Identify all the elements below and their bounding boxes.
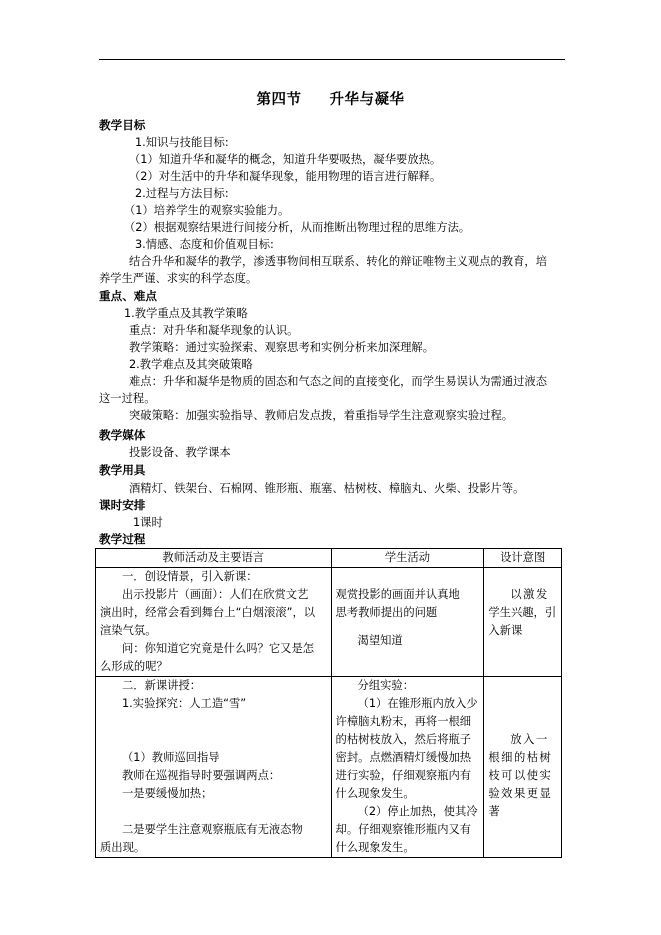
cell-text: 却。仔细观察锥形瓶内又有	[335, 823, 472, 836]
row2-student	[331, 677, 484, 858]
header-intent: 设计意图	[484, 549, 562, 568]
process-heading: 教学过程	[99, 532, 146, 546]
cell-text: 观赏投影的画面并认真地	[335, 588, 460, 601]
cell-text: 根细的枯树	[488, 751, 553, 764]
cell-text: 问：你知道它究竟是什么吗？它又是怎	[122, 642, 315, 655]
cell-text: 进行实验，仔细观察瓶内有	[335, 769, 472, 782]
top-rule	[99, 59, 565, 60]
breakthrough-strategy: 突破策略：加强实验指导、教师启发点拨，着重指导学生注意观察实验过程。	[129, 409, 514, 422]
difficulty-line-2: 这一过程。	[99, 392, 156, 405]
cell-text: 么形成的呢？	[100, 660, 168, 673]
key-heading: 重点、难点	[99, 289, 157, 303]
emotion-goal-heading: 3.情感、态度和价值观目标:	[135, 238, 274, 251]
section-number: 第四节	[256, 92, 302, 108]
key-strategy: 教学策略：通过实验探索、观察思考和实例分析来加深理解。	[129, 341, 435, 354]
cell-text: 的枯树枝放入，然后将瓶子	[335, 733, 472, 746]
emotion-goal-line-2: 养学生严谨、求实的科学态度。	[99, 272, 258, 285]
key-point: 重点：对升华和凝华现象的认识。	[129, 324, 299, 337]
cell-text: 渴望知道	[357, 634, 403, 647]
cell-text: 二是要学生注意观察瓶底有无液态物	[122, 823, 303, 836]
cell-text: 出示投影片（画面）：人们在欣赏文艺	[122, 588, 309, 601]
tools-heading: 教学用具	[99, 463, 146, 477]
cell-text: 枝可以使实	[488, 769, 553, 782]
cell-text: 验效果更显	[488, 787, 553, 800]
row1-teacher	[96, 568, 332, 677]
cell-text: 二．新课讲授：	[122, 679, 202, 692]
cell-text: 演出时，经常会看到舞台上“白烟滚滚”，以	[100, 606, 316, 619]
cell-text: 什么现象发生。	[335, 787, 415, 800]
cell-text: （1）教师巡回指导	[122, 751, 220, 764]
difficulty-line-1: 难点：升华和凝华是物质的固态和气态之间的直接变化，而学生易误认为需通过液态	[129, 375, 547, 388]
row2-intent	[484, 677, 562, 858]
goals-heading: 教学目标	[99, 118, 146, 132]
hours-heading: 课时安排	[99, 498, 146, 512]
hours-text: 1课时	[133, 516, 163, 529]
cell-text: 什么现象发生。	[335, 841, 415, 854]
cell-text: 一是要缓慢加热；	[122, 787, 213, 800]
cell-text: 教师在巡视指导时要强调两点：	[122, 769, 281, 782]
cell-text: 渲染气氛。	[100, 624, 157, 637]
table-row	[96, 568, 562, 677]
cell-text: 学生兴趣，引	[488, 606, 557, 619]
page-title	[0, 88, 661, 109]
cell-text: 密封。点燃酒精灯缓慢加热	[335, 751, 472, 764]
cell-text: 以激发	[510, 588, 549, 601]
cell-text: 分组实验：	[357, 679, 415, 692]
row2-teacher	[96, 677, 332, 858]
cell-text: （2）停止加热，使其冷	[357, 805, 478, 818]
knowledge-goal-2: （2）对生活中的升华和凝华现象，能用物理的语言进行解释。	[129, 170, 442, 183]
process-goal-1: （1）培养学生的观察实验能力。	[124, 204, 290, 217]
cell-text: 入新课	[488, 624, 523, 637]
cell-text: 著	[488, 805, 500, 818]
cell-text: 放入一	[510, 733, 549, 746]
cell-text: 思考教师提出的问题	[335, 606, 438, 619]
header-teacher: 教师活动及主要语言	[96, 549, 332, 568]
table-header-row	[96, 549, 562, 568]
key-sub-2: 2.教学难点及其突破策略	[129, 358, 253, 371]
cell-text: 一．创设情景，引入新课：	[122, 570, 258, 583]
process-goal-2: （2）根据观察结果进行间接分析，从而推断出物理过程的思维方法。	[124, 221, 471, 234]
tools-text: 酒精灯、铁架台、石棉网、锥形瓶、瓶塞、枯树枝、樟脑丸、火柴、投影片等。	[129, 482, 525, 495]
row1-intent	[484, 568, 562, 677]
table-row	[96, 677, 562, 858]
media-heading: 教学媒体	[99, 428, 146, 442]
cell-text: 1.实验探究：人工造“雪”	[122, 697, 247, 710]
emotion-goal-line-1: 结合升华和凝华的教学，渗透事物间相互联系、转化的辩证唯物主义观点的教育，培	[129, 255, 547, 268]
media-text: 投影设备、教学课本	[129, 446, 231, 459]
section-topic: 升华与凝华	[329, 92, 405, 108]
header-student: 学生活动	[331, 549, 484, 568]
knowledge-goal-heading: 1.知识与技能目标:	[135, 136, 229, 149]
row1-student	[331, 568, 484, 677]
cell-text: 质出现。	[100, 841, 146, 854]
knowledge-goal-1: （1）知道升华和凝华的概念，知道升华要吸热，凝华要放热。	[129, 153, 442, 166]
cell-text: 许樟脑丸粉末，再将一根细	[335, 715, 472, 728]
process-goal-heading: 2.过程与方法目标:	[135, 187, 229, 200]
key-sub-1: 1.教学重点及其教学策略	[124, 307, 248, 320]
cell-text: （1）在锥形瓶内放入少	[357, 697, 478, 710]
process-table	[95, 548, 562, 858]
